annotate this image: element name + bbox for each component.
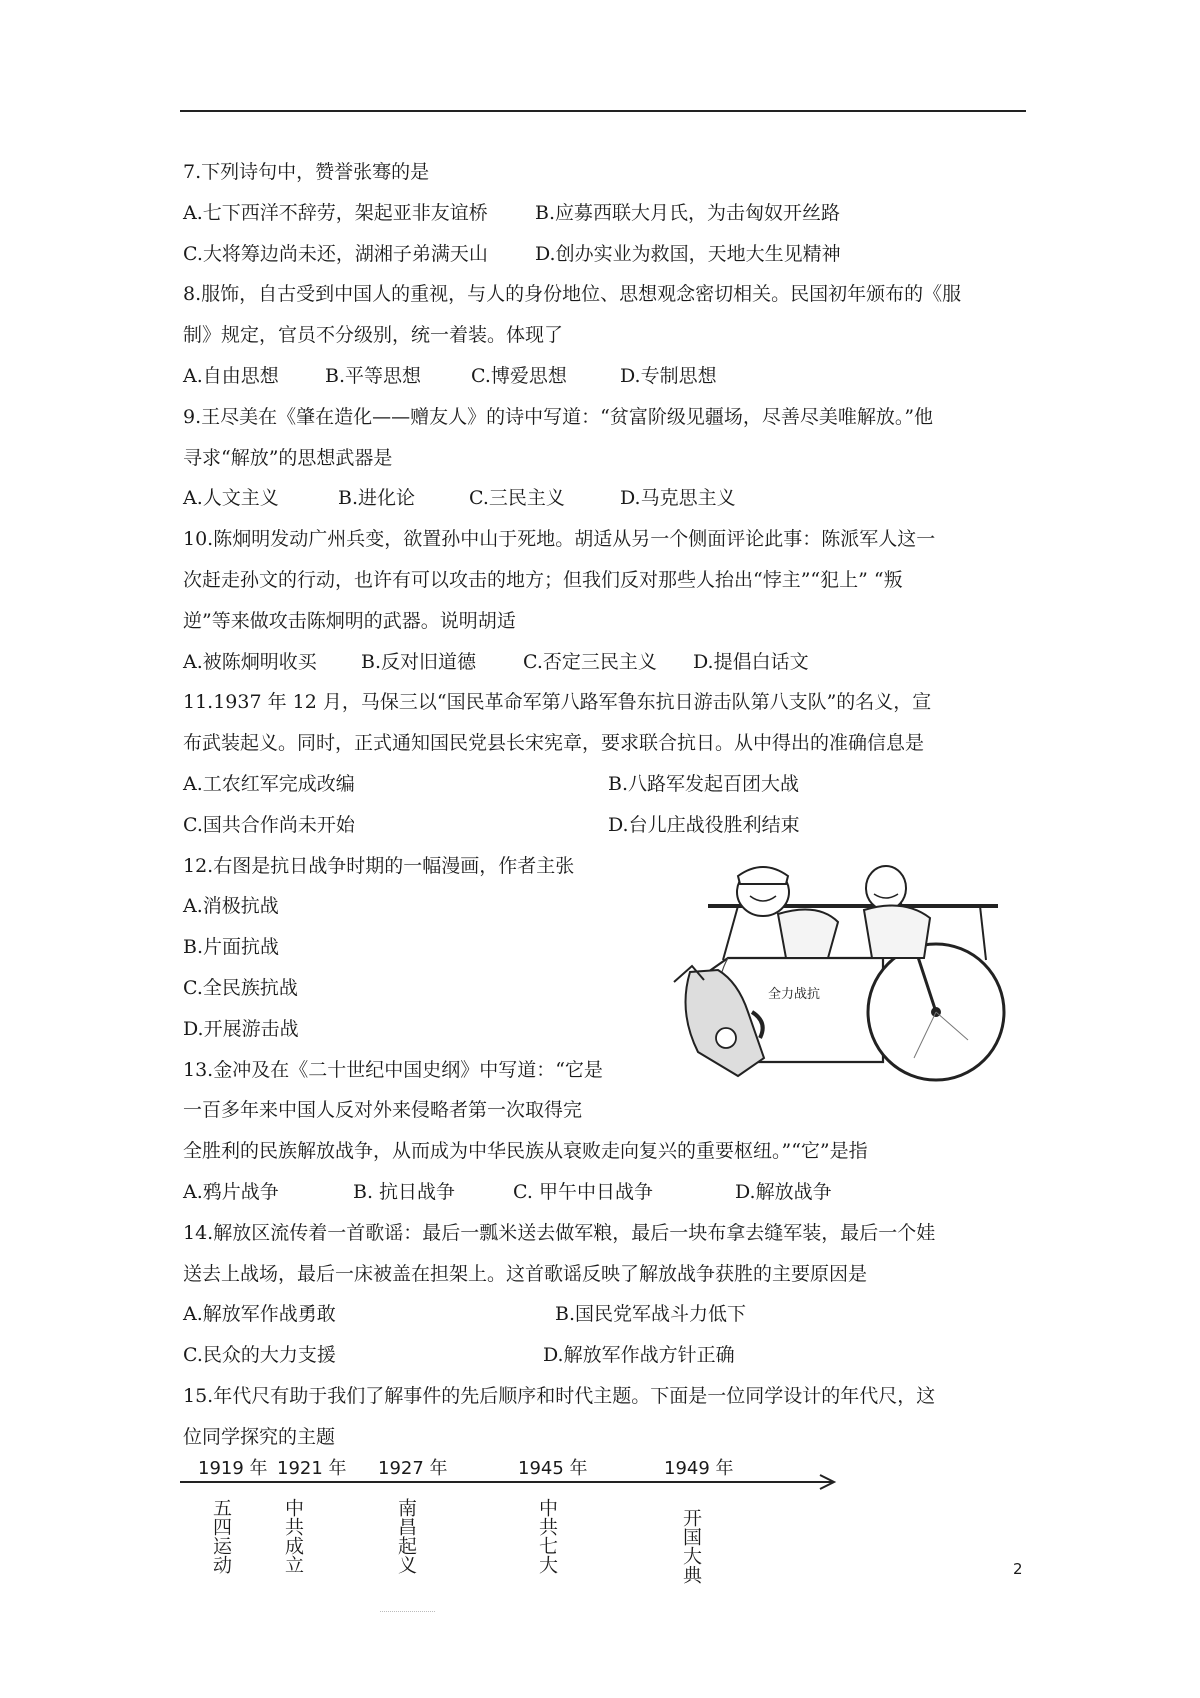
timeline-year-1949: 1949 年 [664, 1458, 734, 1479]
q7-options-cd [183, 234, 1028, 275]
timeline-year-1919: 1919 年 [198, 1458, 268, 1479]
q12-option-d: D.开展游击战 [183, 1017, 299, 1040]
q13-option-a: A.鸦片战争 [183, 1180, 279, 1203]
q9-options [183, 478, 1028, 519]
timeline-event-founding-ceremony: 开国大典 [680, 1508, 702, 1584]
q15-timeline [180, 1444, 840, 1604]
q9-option-a: A.人文主义 [183, 487, 279, 510]
q13-option-c: C. 甲午中日战争 [513, 1180, 653, 1203]
cartoon-drawing [668, 862, 1018, 1094]
q7-option-b: B.应募西联大月氏，为击匈奴开丝路 [535, 201, 841, 224]
q13-option-b: B. 抗日战争 [353, 1180, 456, 1203]
q8-option-a: A.自由思想 [183, 364, 279, 387]
q11-options-ab [183, 764, 1028, 805]
q11-options-cd [183, 805, 1028, 846]
q10-option-c: C.否定三民主义 [523, 650, 657, 673]
q7-option-c: C.大将筹边尚未还，湖湘子弟满天山 [183, 242, 488, 265]
question-body [183, 152, 1028, 1458]
q9-option-b: B.进化论 [338, 487, 416, 510]
q14-option-b: B.国民党军战斗力低下 [555, 1303, 747, 1326]
q14-options-ab [183, 1294, 1028, 1335]
q13-option-d: D.解放战争 [735, 1180, 832, 1203]
q9-stem-line1: 9.王尽美在《肇在造化——赠友人》的诗中写道：“贫富阶级见疆场，尽善尽美唯解放。”他 [183, 405, 934, 428]
q10-stem-line2: 次赶走孙文的行动，也许有可以攻击的地方；但我们反对那些人抬出“悖主”“犯上” “叛 [183, 568, 903, 591]
header-rule [180, 110, 1026, 112]
q10-option-b: B.反对旧道德 [361, 650, 477, 673]
q7-stem: 7.下列诗句中，赞誉张骞的是 [183, 161, 430, 183]
timeline-year-1945: 1945 年 [518, 1458, 588, 1479]
q8-options [183, 356, 1028, 397]
page-number: 2 [1013, 1560, 1023, 1578]
q13-stem-line3: 全胜利的民族解放战争，从而成为中华民族从衰败走向复兴的重要枢纽。”“它”是指 [183, 1140, 868, 1163]
q14-option-a: A.解放军作战勇敢 [183, 1303, 336, 1326]
q11-stem-line2: 布武装起义。同时，正式通知国民党县长宋宪章，要求联合抗日。从中得出的准确信息是 [183, 732, 925, 755]
q14-option-c: C.民众的大力支援 [183, 1344, 336, 1367]
q15-stem-line2: 位同学探究的主题 [183, 1425, 336, 1448]
timeline-year-1927: 1927 年 [378, 1458, 448, 1479]
q13-stem-line2: 一百多年来中国人反对外来侵略者第一次取得完 [183, 1099, 583, 1122]
timeline-event-cpc-founded: 中共成立 [282, 1498, 304, 1574]
q8-option-c: C.博爱思想 [471, 364, 567, 387]
q8-option-d: D.专制思想 [620, 364, 717, 387]
q7-options-ab [183, 193, 1028, 234]
q7-option-d: D.创办实业为救国，天地大生见精神 [535, 242, 841, 265]
footer-dotted-line [380, 1611, 435, 1612]
q15-stem-line1: 15.年代尺有助于我们了解事件的先后顺序和时代主题。下面是一位同学设计的年代尺，这 [183, 1384, 936, 1407]
q13-stem-line1: 13.金冲及在《二十世纪中国史纲》中写道：“它是 [183, 1058, 603, 1081]
q14-options-cd [183, 1335, 1028, 1376]
q12-cartoon-image [668, 862, 1018, 1094]
timeline-year-1921: 1921 年 [277, 1458, 347, 1479]
q11-option-c: C.国共合作尚未开始 [183, 813, 355, 836]
q9-stem-line2: 寻求“解放”的思想武器是 [183, 446, 393, 469]
q14-option-d: D.解放军作战方针正确 [543, 1344, 735, 1367]
q12-option-b: B.片面抗战 [183, 936, 280, 959]
q8-option-b: B.平等思想 [325, 364, 422, 387]
q11-option-d: D.台儿庄战役胜利结束 [608, 813, 800, 836]
q10-options [183, 642, 1028, 683]
timeline-event-seventh-congress: 中共七大 [536, 1498, 558, 1574]
q10-stem-line1: 10.陈炯明发动广州兵变，欲置孙中山于死地。胡适从另一个侧面评论此事：陈派军人这一 [183, 528, 936, 551]
q14-stem-line1: 14.解放区流传着一首歌谣：最后一瓢米送去做军粮，最后一块布拿去缝军装，最后一个娃 [183, 1221, 936, 1244]
q11-option-b: B.八路军发起百团大战 [608, 772, 800, 795]
q10-stem-line3: 逆”等来做攻击陈炯明的武器。说明胡适 [183, 609, 516, 632]
cartoon-caption: 全力战抗 [768, 987, 821, 1002]
q14-stem-line2: 送去上战场，最后一床被盖在担架上。这首歌谣反映了解放战争获胜的主要原因是 [183, 1262, 868, 1285]
q8-stem-line2: 制》规定，官员不分级别，统一着装。体现了 [183, 324, 564, 347]
q11-stem-line1: 11.1937 年 12 月，马保三以“国民革命军第八路军鲁东抗日游击队第八支队”的名义，宣 [183, 691, 932, 714]
q10-option-a: A.被陈炯明收买 [183, 650, 317, 673]
q10-option-d: D.提倡白话文 [693, 650, 809, 673]
q7-option-a: A.七下西洋不辞劳，架起亚非友谊桥 [183, 201, 488, 224]
timeline-event-may-fourth: 五四运动 [210, 1498, 232, 1574]
timeline-event-nanchang-uprising: 南昌起义 [395, 1498, 417, 1574]
q9-option-d: D.马克思主义 [620, 487, 736, 510]
q11-option-a: A.工农红军完成改编 [183, 772, 355, 795]
q12-option-c: C.全民族抗战 [183, 976, 298, 999]
q8-stem-line1: 8.服饰，自古受到中国人的重视，与人的身份地位、思想观念密切相关。民国初年颁布的《服 [183, 283, 962, 306]
q9-option-c: C.三民主义 [469, 487, 565, 510]
q12-option-a: A.消极抗战 [183, 895, 279, 918]
q12-stem: 12.右图是抗日战争时期的一幅漫画，作者主张 [183, 854, 575, 877]
q13-options [183, 1172, 1028, 1213]
